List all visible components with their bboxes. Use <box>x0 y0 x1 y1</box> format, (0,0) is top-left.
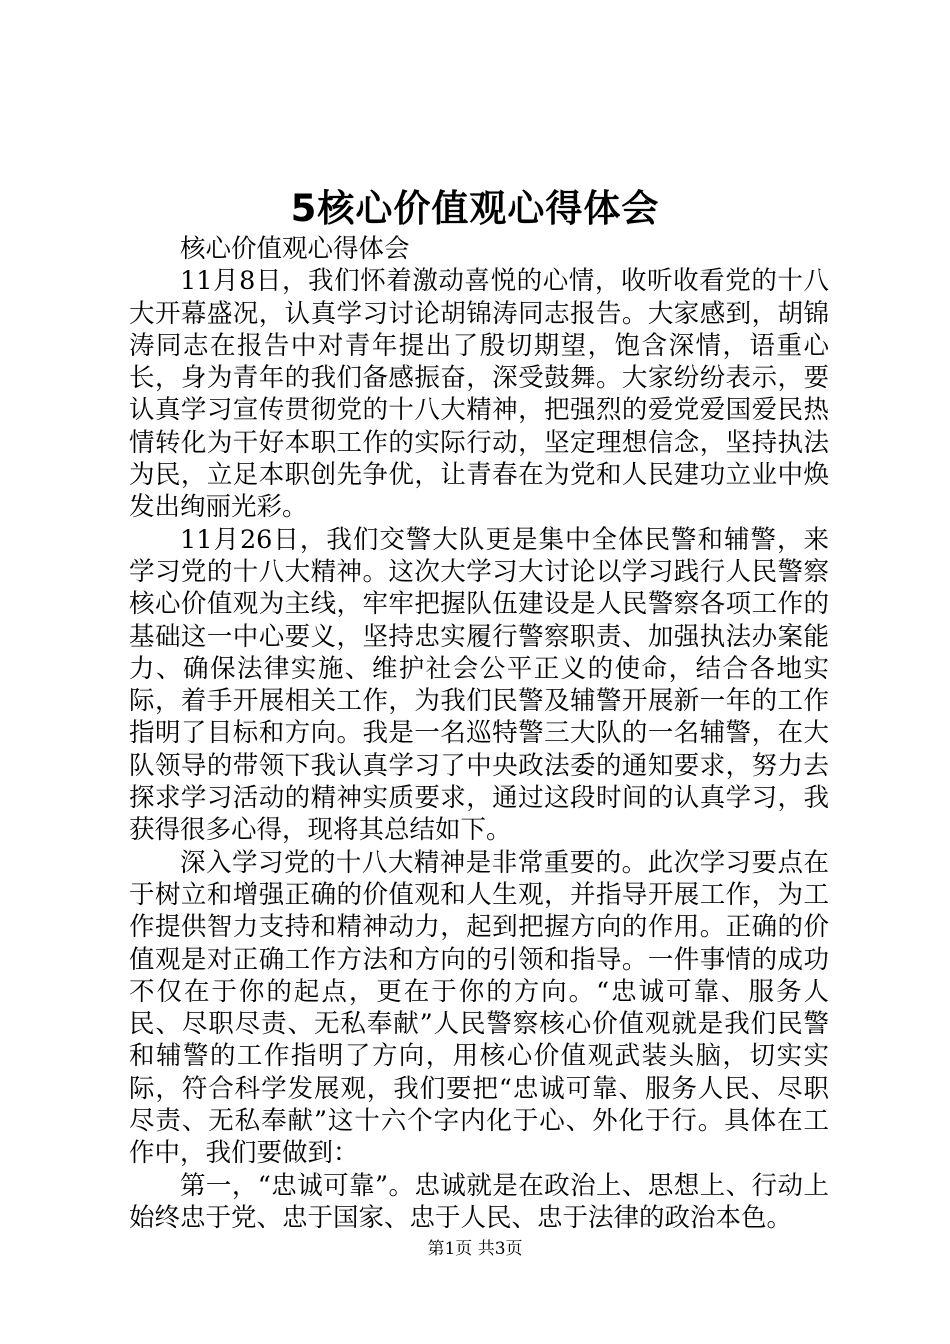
paragraph: 11月8日，我们怀着激动喜悦的心情，收听收看党的十八大开幕盛况，认真学习讨论胡锦涛同志报告。大家感到，胡锦涛同志在报告中对青年提出了殷切期望，饱含深情，语重心长，身为青年的我们备感振奋，深受鼓舞。大家纷纷表示，要认真学习宣传贯彻党的十八大精神，把强烈的爱党爱国爱民热情转化为干好本职工作的实际行动，坚定理想信念，坚持执法为民，立足本职创先争优，让青春在为党和人民建功立业中焕发出绚丽光彩。 <box>129 266 829 523</box>
paragraph: 第一，“忠诚可靠”。忠诚就是在政治上、思想上、行动上始终忠于党、忠于国家、忠于人民、忠于法律的政治本色。 <box>129 1170 829 1233</box>
page-footer: 第1页 共3页 <box>427 1239 523 1259</box>
document-body <box>129 233 829 1234</box>
paragraph-subtitle: 核心价值观心得体会 <box>180 234 410 264</box>
paragraph: 11月26日，我们交警大队更是集中全体民警和辅警，来学习党的十八大精神。这次大学习大讨论以学习践行人民警察核心价值观为主线，牢牢把握队伍建设是人民警察各项工作的基础这一中心要义，坚持忠实履行警察职责、加强执法办案能力、确保法律实施、维护社会公平正义的使命，结合各地实际，着手开展相关工作，为我们民警及辅警开展新一年的工作指明了目标和方向。我是一名巡特警三大队的一名辅警，在大队领导的带领下我认真学习了中央政法委的通知要求，努力去探求学习活动的精神实质要求，通过这段时间的认真学习，我获得很多心得，现将其总结如下。 <box>129 524 829 846</box>
paragraph: 深入学习党的十八大精神是非常重要的。此次学习要点在于树立和增强正确的价值观和人生观，并指导开展工作，为工作提供智力支持和精神动力，起到把握方向的作用。正确的价值观是对正确工作方法和方向的引领和指导。一件事情的成功不仅在于你的起点，更在于你的方向。“忠诚可靠、服务人民、尽职尽责、无私奉献”人民警察核心价值观就是我们民警和辅警的工作指明了方向，用核心价值观武装头脑，切实实际，符合科学发展观，我们要把“忠诚可靠、服务人民、尽职尽责、无私奉献”这十六个字内化于心、外化于行。具体在工作中，我们要做到： <box>129 847 829 1169</box>
document-title: 5核心价值观心得体会 <box>290 187 660 230</box>
